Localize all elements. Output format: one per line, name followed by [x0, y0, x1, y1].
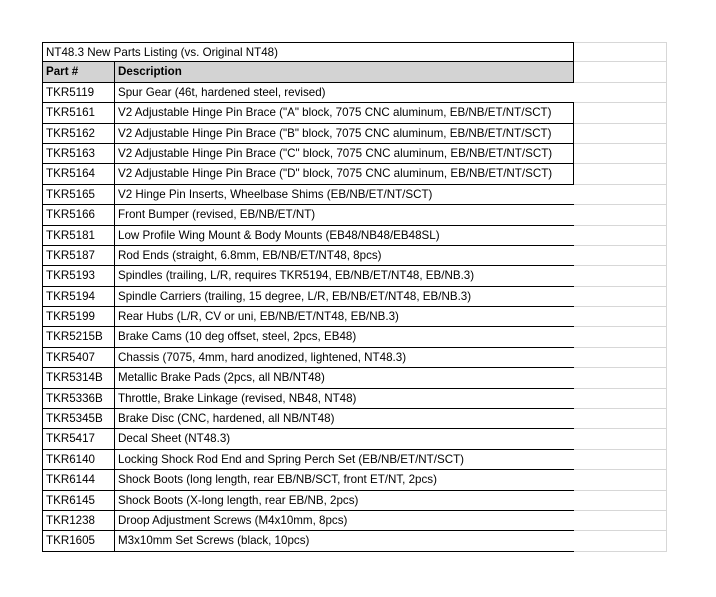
description-cell[interactable]: Spur Gear (46t, hardened steel, revised) — [115, 83, 574, 103]
description-cell[interactable]: Chassis (7075, 4mm, hard anodized, lightened, NT48.3) — [115, 348, 574, 368]
description-cell[interactable]: Shock Boots (X-long length, rear EB/NB, 2pcs) — [115, 491, 574, 511]
description-cell[interactable]: Decal Sheet (NT48.3) — [115, 429, 574, 449]
table-row — [42, 348, 667, 368]
table-row — [42, 450, 667, 470]
part-number-cell[interactable]: TKR5417 — [42, 429, 115, 449]
empty-cell[interactable] — [574, 287, 667, 307]
table-row — [42, 266, 667, 286]
empty-cell[interactable] — [574, 205, 667, 225]
empty-cell[interactable] — [574, 164, 667, 184]
table-row — [42, 246, 667, 266]
part-number-cell[interactable]: TKR5199 — [42, 307, 115, 327]
part-number-cell[interactable]: TKR5166 — [42, 205, 115, 225]
part-number-cell[interactable]: TKR5314B — [42, 368, 115, 388]
empty-cell[interactable] — [574, 511, 667, 531]
empty-cell[interactable] — [574, 103, 667, 123]
empty-cell[interactable] — [574, 348, 667, 368]
description-cell[interactable]: V2 Adjustable Hinge Pin Brace ("C" block, 7075 CNC aluminum, EB/NB/ET/NT/SCT) — [115, 144, 574, 164]
description-cell[interactable]: V2 Adjustable Hinge Pin Brace ("D" block, 7075 CNC aluminum, EB/NB/ET/NT/SCT) — [115, 164, 574, 184]
table-row — [42, 470, 667, 490]
empty-cell[interactable] — [574, 470, 667, 490]
table-row — [42, 205, 667, 225]
empty-cell[interactable] — [574, 83, 667, 103]
description-cell[interactable]: Metallic Brake Pads (2pcs, all NB/NT48) — [115, 368, 574, 388]
table-row — [42, 103, 667, 123]
part-number-cell[interactable]: TKR5407 — [42, 348, 115, 368]
description-cell[interactable]: Spindles (trailing, L/R, requires TKR5194, EB/NB/ET/NT48, EB/NB.3) — [115, 266, 574, 286]
part-number-cell[interactable]: TKR1605 — [42, 531, 115, 551]
description-cell[interactable]: Throttle, Brake Linkage (revised, NB48, NT48) — [115, 389, 574, 409]
table-row — [42, 144, 667, 164]
description-cell[interactable]: Brake Cams (10 deg offset, steel, 2pcs, EB48) — [115, 327, 574, 347]
column-header-description[interactable]: Description — [115, 62, 574, 82]
header-row — [42, 62, 667, 82]
table-row — [42, 226, 667, 246]
description-cell[interactable]: Low Profile Wing Mount & Body Mounts (EB48/NB48/EB48SL) — [115, 226, 574, 246]
table-row — [42, 164, 667, 184]
description-cell[interactable]: M3x10mm Set Screws (black, 10pcs) — [115, 531, 574, 551]
description-cell[interactable]: V2 Hinge Pin Inserts, Wheelbase Shims (EB/NB/ET/NT/SCT) — [115, 185, 574, 205]
part-number-cell[interactable]: TKR1238 — [42, 511, 115, 531]
table-row — [42, 389, 667, 409]
empty-cell[interactable] — [574, 144, 667, 164]
table-row — [42, 531, 667, 551]
part-number-cell[interactable]: TKR5193 — [42, 266, 115, 286]
description-cell[interactable]: Rear Hubs (L/R, CV or uni, EB/NB/ET/NT48, EB/NB.3) — [115, 307, 574, 327]
empty-cell[interactable] — [574, 389, 667, 409]
part-number-cell[interactable]: TKR5164 — [42, 164, 115, 184]
column-header-part[interactable]: Part # — [42, 62, 115, 82]
part-number-cell[interactable]: TKR5345B — [42, 409, 115, 429]
table-row — [42, 511, 667, 531]
part-number-cell[interactable]: TKR5163 — [42, 144, 115, 164]
part-number-cell[interactable]: TKR6140 — [42, 450, 115, 470]
empty-cell[interactable] — [574, 185, 667, 205]
empty-cell[interactable] — [574, 42, 667, 62]
description-cell[interactable]: V2 Adjustable Hinge Pin Brace ("A" block, 7075 CNC aluminum, EB/NB/ET/NT/SCT) — [115, 103, 574, 123]
table-row — [42, 124, 667, 144]
part-number-cell[interactable]: TKR5161 — [42, 103, 115, 123]
table-row — [42, 368, 667, 388]
table-row — [42, 429, 667, 449]
table-row — [42, 287, 667, 307]
table-row — [42, 409, 667, 429]
part-number-cell[interactable]: TKR5165 — [42, 185, 115, 205]
table-row — [42, 307, 667, 327]
table-row — [42, 491, 667, 511]
empty-cell[interactable] — [574, 62, 667, 82]
empty-cell[interactable] — [574, 124, 667, 144]
empty-cell[interactable] — [574, 429, 667, 449]
description-cell[interactable]: Shock Boots (long length, rear EB/NB/SCT, front ET/NT, 2pcs) — [115, 470, 574, 490]
description-cell[interactable]: V2 Adjustable Hinge Pin Brace ("B" block, 7075 CNC aluminum, EB/NB/ET/NT/SCT) — [115, 124, 574, 144]
part-number-cell[interactable]: TKR5187 — [42, 246, 115, 266]
description-cell[interactable]: Rod Ends (straight, 6.8mm, EB/NB/ET/NT48, 8pcs) — [115, 246, 574, 266]
part-number-cell[interactable]: TKR5162 — [42, 124, 115, 144]
description-cell[interactable]: Droop Adjustment Screws (M4x10mm, 8pcs) — [115, 511, 574, 531]
empty-cell[interactable] — [574, 368, 667, 388]
table-row — [42, 327, 667, 347]
description-cell[interactable]: Brake Disc (CNC, hardened, all NB/NT48) — [115, 409, 574, 429]
empty-cell[interactable] — [574, 327, 667, 347]
empty-cell[interactable] — [574, 226, 667, 246]
part-number-cell[interactable]: TKR5215B — [42, 327, 115, 347]
description-cell[interactable]: Front Bumper (revised, EB/NB/ET/NT) — [115, 205, 574, 225]
part-number-cell[interactable]: TKR5181 — [42, 226, 115, 246]
table-row — [42, 83, 667, 103]
empty-cell[interactable] — [574, 266, 667, 286]
description-cell[interactable]: Locking Shock Rod End and Spring Perch Set (EB/NB/ET/NT/SCT) — [115, 450, 574, 470]
part-number-cell[interactable]: TKR5119 — [42, 83, 115, 103]
part-number-cell[interactable]: TKR5194 — [42, 287, 115, 307]
sheet-title[interactable]: NT48.3 New Parts Listing (vs. Original NT48) — [42, 42, 574, 62]
empty-cell[interactable] — [574, 307, 667, 327]
part-number-cell[interactable]: TKR6145 — [42, 491, 115, 511]
empty-cell[interactable] — [574, 246, 667, 266]
part-number-cell[interactable]: TKR5336B — [42, 389, 115, 409]
empty-cell[interactable] — [574, 531, 667, 551]
empty-cell[interactable] — [574, 409, 667, 429]
empty-cell[interactable] — [574, 491, 667, 511]
description-cell[interactable]: Spindle Carriers (trailing, 15 degree, L/R, EB/NB/ET/NT48, EB/NB.3) — [115, 287, 574, 307]
parts-spreadsheet — [42, 42, 667, 552]
empty-cell[interactable] — [574, 450, 667, 470]
part-number-cell[interactable]: TKR6144 — [42, 470, 115, 490]
title-row — [42, 42, 667, 62]
table-row — [42, 185, 667, 205]
